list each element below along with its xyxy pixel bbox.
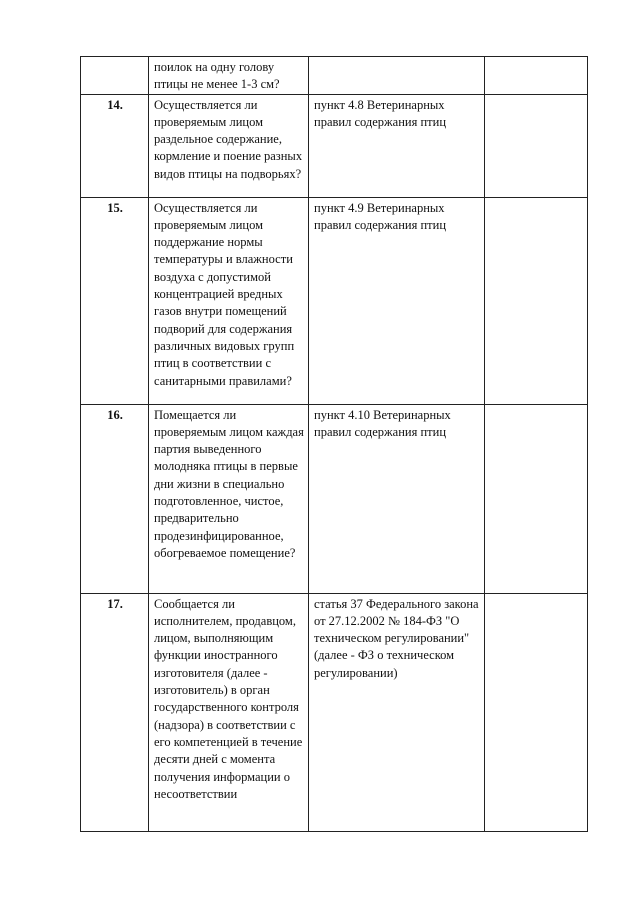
table-row	[81, 404, 588, 593]
row-number: 17.	[81, 593, 149, 831]
question-cell: Осуществляется ли проверяемым лицом поддержание нормы температуры и влажности воздуха с допустимой концентрацией вредных газов внутри помещений подворий для содержания различных видовых групп птиц в соответствии с санитарными правилами?	[149, 197, 309, 404]
reference-cell: пункт 4.8 Ветеринарных правил содержания птиц	[309, 94, 485, 197]
reference-cell: пункт 4.9 Ветеринарных правил содержания птиц	[309, 197, 485, 404]
table-row	[81, 57, 588, 95]
reference-cell: пункт 4.10 Ветеринарных правил содержания птиц	[309, 404, 485, 593]
question-cell: Сообщается ли исполнителем, продавцом, лицом, выполняющим функции иностранного изготовителя (далее - изготовитель) в орган государственного контроля (надзора) в соответствии с его компетенцией в течение десяти дней с момента получения информации о несоответствии	[149, 593, 309, 831]
reference-cell: статья 37 Федерального закона от 27.12.2002 № 184-ФЗ "О техническом регулировании"(далее - ФЗ о техническом регулировании)	[309, 593, 485, 831]
answer-cell[interactable]	[485, 57, 588, 95]
row-number: 15.	[81, 197, 149, 404]
row-number: 14.	[81, 94, 149, 197]
answer-cell[interactable]	[485, 197, 588, 404]
table-row	[81, 593, 588, 831]
answer-cell[interactable]	[485, 94, 588, 197]
question-cell: поилок на одну голову птицы не менее 1-3 см?	[149, 57, 309, 95]
question-cell: Помещается ли проверяемым лицом каждая партия выведенного молодняка птицы в первые дни жизни в специально подготовленное, чистое, предварительно продезинфицированное, обогреваемое помещение?	[149, 404, 309, 593]
table-row	[81, 197, 588, 404]
row-number	[81, 57, 149, 95]
table-row	[81, 94, 588, 197]
checklist-table	[80, 56, 588, 832]
row-number: 16.	[81, 404, 149, 593]
answer-cell[interactable]	[485, 593, 588, 831]
answer-cell[interactable]	[485, 404, 588, 593]
reference-cell	[309, 57, 485, 95]
question-cell: Осуществляется ли проверяемым лицом раздельное содержание, кормление и поение разных видов птицы на подворьях?	[149, 94, 309, 197]
